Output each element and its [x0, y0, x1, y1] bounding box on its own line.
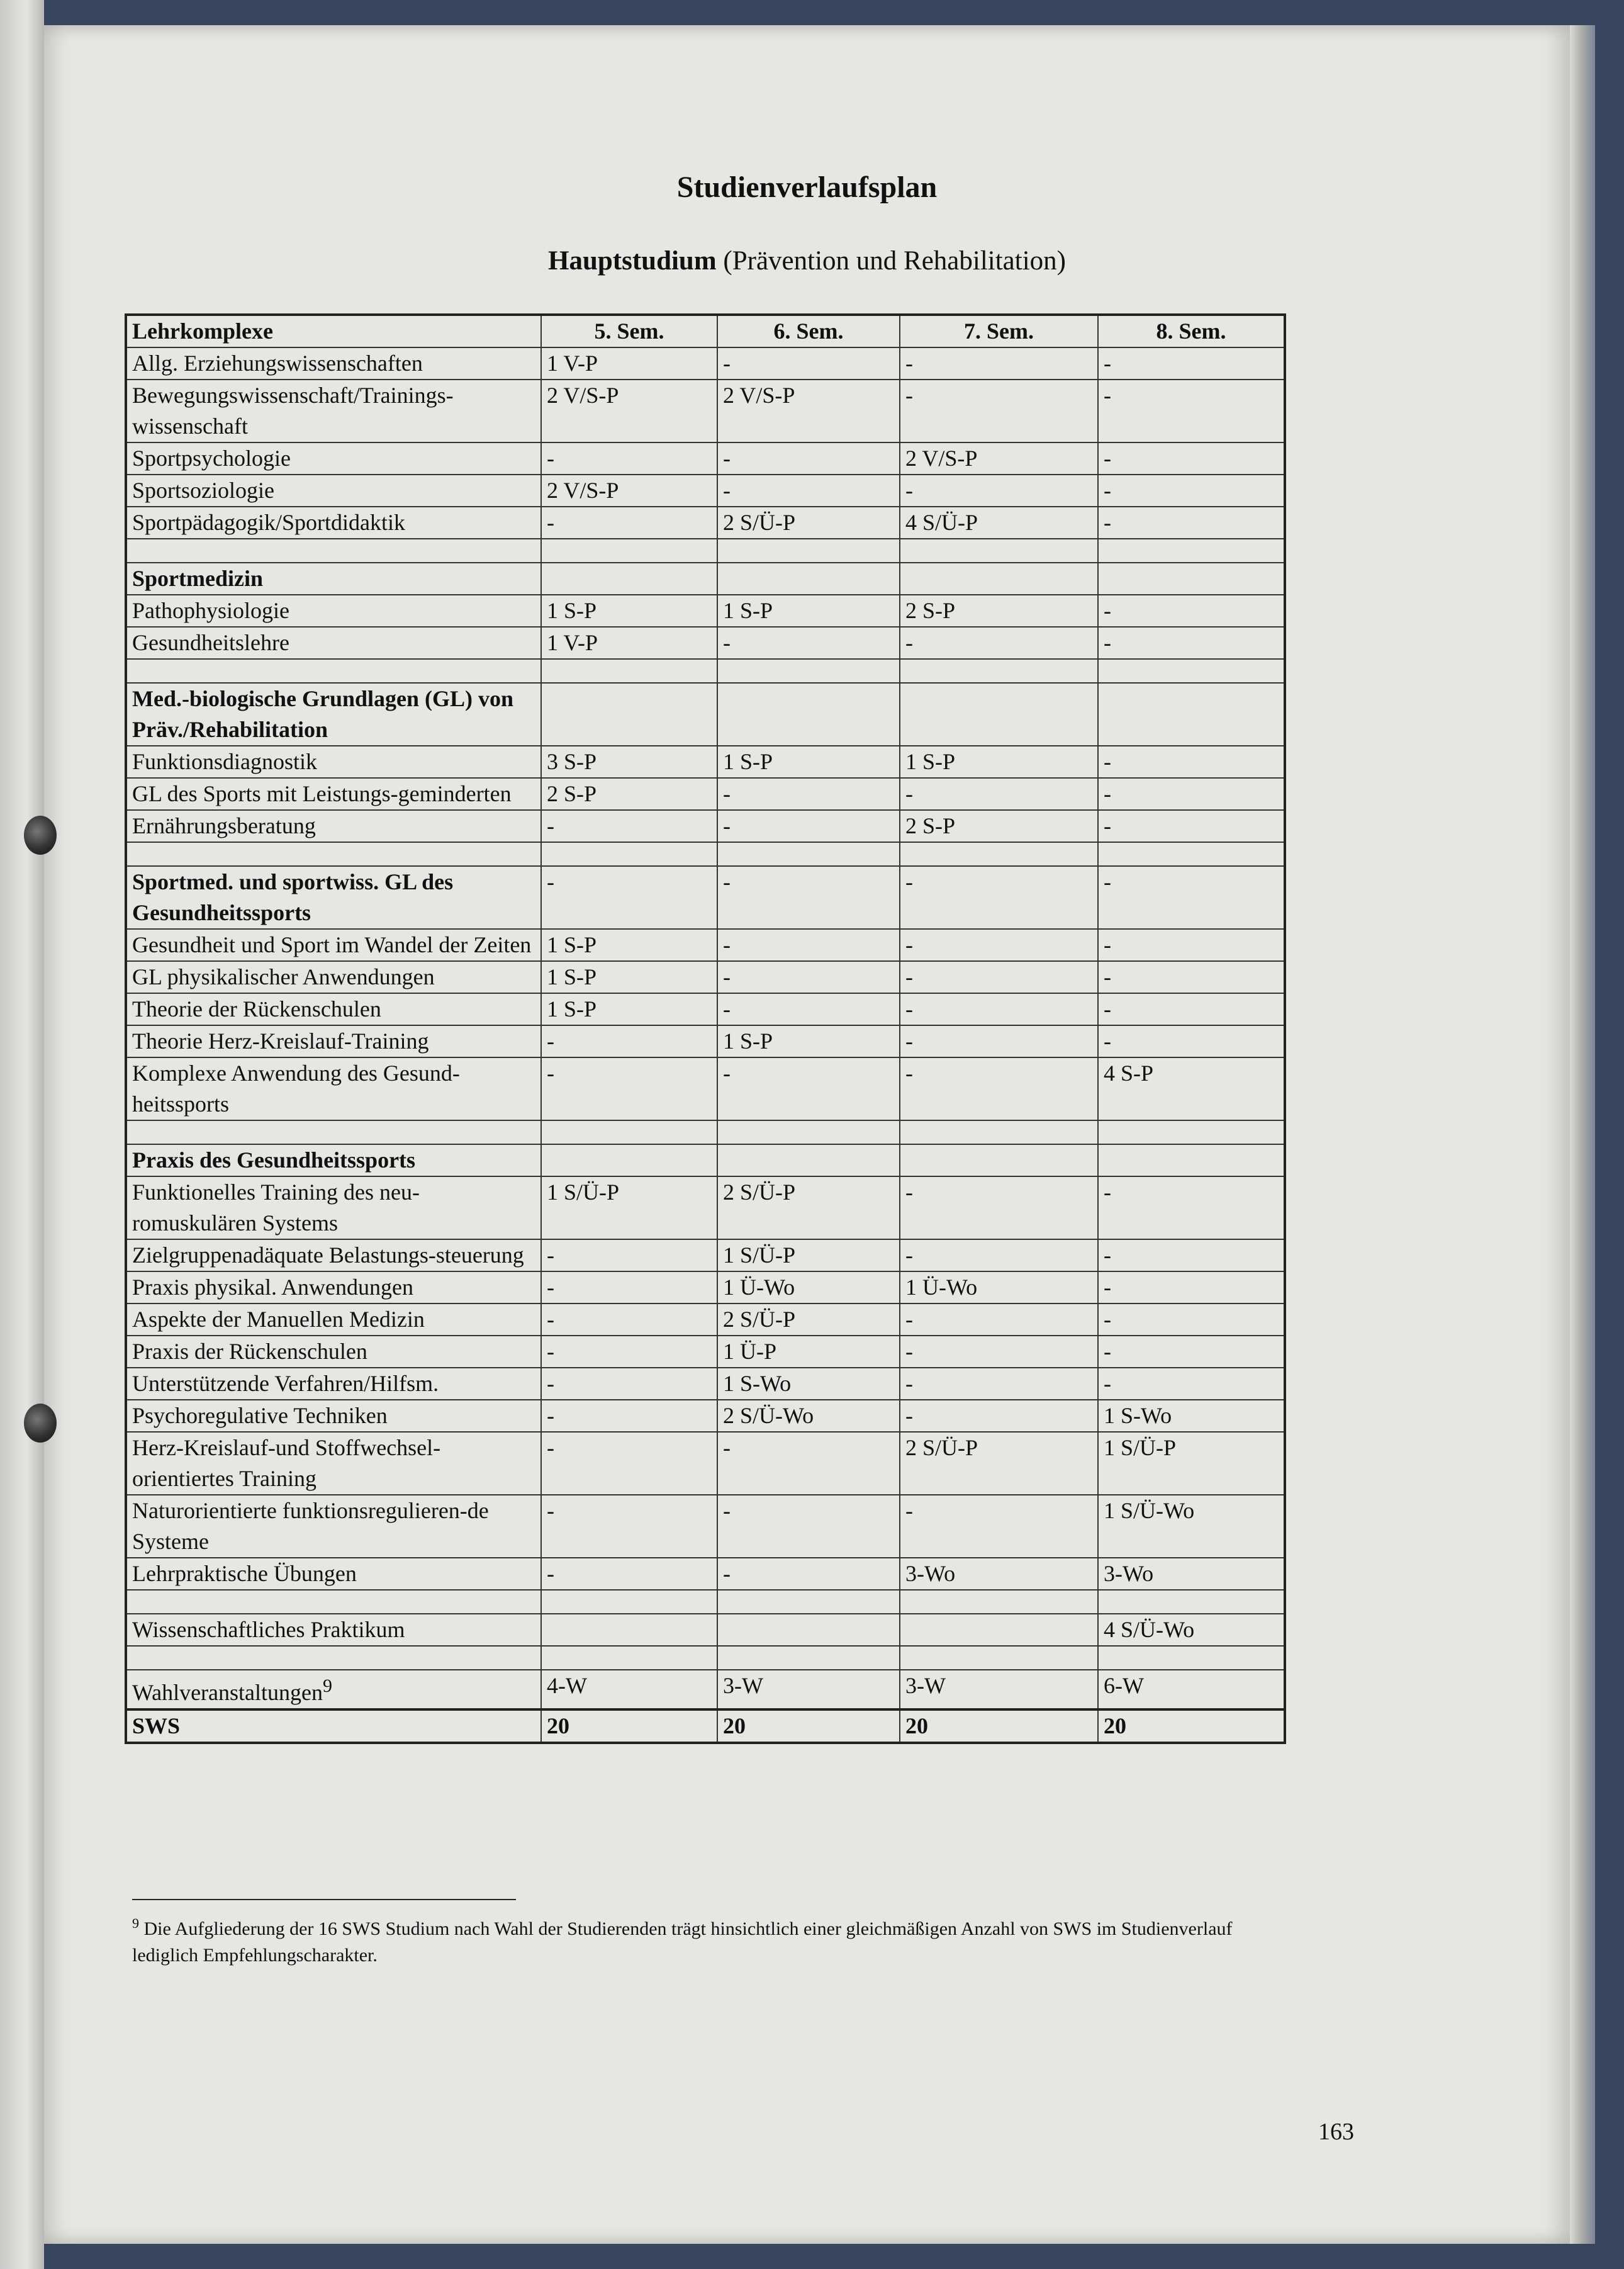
sem-7-cell: -	[900, 929, 1098, 961]
sem-6-cell: 1 S-P	[717, 1025, 900, 1057]
course-name	[126, 1303, 541, 1336]
empty-cell	[717, 842, 900, 866]
course-name-text: GL physikalischer Anwendungen	[132, 964, 435, 989]
empty-cell	[717, 1590, 900, 1614]
sem-5-cell: -	[541, 1336, 717, 1368]
footnote-mark: 9	[132, 1915, 139, 1931]
course-name	[126, 1670, 541, 1709]
sem-8-cell: 3-Wo	[1098, 1558, 1285, 1590]
sem-8-cell: -	[1098, 1368, 1285, 1400]
sem-5-cell	[541, 1144, 717, 1176]
table-row	[126, 627, 1285, 659]
book-cover-edge	[1570, 25, 1595, 2244]
table-row	[126, 810, 1285, 842]
empty-cell	[1098, 842, 1285, 866]
table-row	[126, 1614, 1285, 1646]
table-row	[126, 347, 1285, 380]
sem-8-cell: -	[1098, 993, 1285, 1025]
table-row	[126, 1057, 1285, 1120]
sem-6-cell: 1 S-P	[717, 595, 900, 627]
sem-7-cell: -	[900, 1057, 1098, 1120]
header-sem-7: 7. Sem.	[900, 315, 1098, 347]
course-name	[126, 507, 541, 539]
sem-6-cell: 3-W	[717, 1670, 900, 1709]
course-name	[126, 1558, 541, 1590]
category-name	[126, 563, 541, 595]
sem-6-cell: -	[717, 442, 900, 475]
course-name-text: Herz-Kreislauf-und Stoffwechsel-orientiertes Training	[132, 1435, 441, 1491]
header-sem-5: 5. Sem.	[541, 315, 717, 347]
empty-cell	[1098, 659, 1285, 683]
sem-8-cell: 4 S-P	[1098, 1057, 1285, 1120]
study-plan-table	[125, 313, 1286, 1744]
category-name	[126, 866, 541, 929]
sem-8-cell: 6-W	[1098, 1670, 1285, 1709]
sem-5-cell: 1 S/Ü-P	[541, 1176, 717, 1239]
table-row	[126, 746, 1285, 778]
empty-cell	[126, 1646, 541, 1670]
sem-7-cell: 4 S/Ü-P	[900, 507, 1098, 539]
subtitle-bold: Hauptstudium	[548, 246, 717, 276]
table-spacer-row	[126, 1120, 1285, 1144]
sem-5-cell: -	[541, 1432, 717, 1495]
empty-cell	[900, 842, 1098, 866]
empty-cell	[541, 1646, 717, 1670]
empty-cell	[541, 539, 717, 563]
empty-cell	[1098, 1646, 1285, 1670]
table-spacer-row	[126, 539, 1285, 563]
sem-6-cell: -	[717, 929, 900, 961]
sem-6-cell: 1 S-P	[717, 746, 900, 778]
sem-6-cell: 2 V/S-P	[717, 380, 900, 442]
course-name	[126, 929, 541, 961]
course-name-text: Naturorientierte funktionsregulieren-de Systeme	[132, 1498, 489, 1554]
course-name	[126, 1614, 541, 1646]
sem-7-cell	[900, 683, 1098, 746]
course-name-text: Ernährungsberatung	[132, 813, 316, 838]
table-row	[126, 1303, 1285, 1336]
sem-8-cell: -	[1098, 627, 1285, 659]
sem-7-cell: -	[900, 866, 1098, 929]
sem-7-cell: -	[900, 778, 1098, 810]
sem-6-cell: -	[717, 475, 900, 507]
course-name-text: Gesundheitslehre	[132, 630, 289, 655]
table-row	[126, 1271, 1285, 1303]
table-row	[126, 1670, 1285, 1709]
course-name	[126, 1495, 541, 1558]
table-spacer-row	[126, 842, 1285, 866]
sem-7-cell: -	[900, 1303, 1098, 1336]
sem-7-cell: -	[900, 347, 1098, 380]
sem-6-cell: 2 S/Ü-P	[717, 507, 900, 539]
sem-8-cell: 4 S/Ü-Wo	[1098, 1614, 1285, 1646]
course-name-text: Praxis des Gesundheitssports	[132, 1147, 416, 1173]
course-name-text: Allg. Erziehungswissenschaften	[132, 351, 423, 376]
sem-5-cell: 1 S-P	[541, 961, 717, 993]
sem-6-cell: -	[717, 1495, 900, 1558]
sem-6-cell: -	[717, 1432, 900, 1495]
empty-cell	[1098, 539, 1285, 563]
course-name-text: Pathophysiologie	[132, 598, 289, 623]
course-name	[126, 1336, 541, 1368]
course-name-text: Bewegungswissenschaft/Trainings-wissenschaft	[132, 383, 454, 439]
sem-5-cell: -	[541, 1239, 717, 1271]
sem-8-cell: 1 S/Ü-P	[1098, 1432, 1285, 1495]
empty-cell	[900, 659, 1098, 683]
course-name	[126, 627, 541, 659]
sem-7-cell: -	[900, 1495, 1098, 1558]
sem-7-cell: -	[900, 1176, 1098, 1239]
sem-7-cell: -	[900, 475, 1098, 507]
sem-7-cell: -	[900, 627, 1098, 659]
sem-8-cell: -	[1098, 746, 1285, 778]
footnote-text: Die Aufgliederung der 16 SWS Studium nach Wahl der Studierenden trägt hinsichtlich einer gleichmäßigen Anzahl von SWS im Studienverlauf lediglich Empfehlungscharakter.	[132, 1918, 1233, 1966]
sem-5-cell: 20	[541, 1709, 717, 1743]
subtitle-rest: (Prävention und Rehabilitation)	[716, 246, 1066, 276]
table-row	[126, 1432, 1285, 1495]
sem-5-cell: -	[541, 1558, 717, 1590]
sem-6-cell: 1 Ü-Wo	[717, 1271, 900, 1303]
sem-5-cell: -	[541, 1271, 717, 1303]
sem-5-cell: 2 S-P	[541, 778, 717, 810]
empty-cell	[1098, 1590, 1285, 1614]
table-row	[126, 1495, 1285, 1558]
table-spacer-row	[126, 659, 1285, 683]
course-name-text: Praxis physikal. Anwendungen	[132, 1275, 413, 1300]
empty-cell	[717, 1646, 900, 1670]
header-sem-8: 8. Sem.	[1098, 315, 1285, 347]
sem-6-cell: -	[717, 993, 900, 1025]
course-name-text: Theorie Herz-Kreislauf-Training	[132, 1028, 429, 1054]
category-row	[126, 1144, 1285, 1176]
sem-5-cell: 3 S-P	[541, 746, 717, 778]
course-name	[126, 595, 541, 627]
sem-5-cell: -	[541, 1400, 717, 1432]
sem-8-cell: -	[1098, 347, 1285, 380]
course-name-text: Psychoregulative Techniken	[132, 1403, 388, 1428]
table-row	[126, 595, 1285, 627]
course-name	[126, 1709, 541, 1743]
course-name-text: Theorie der Rückenschulen	[132, 996, 381, 1022]
empty-cell	[541, 1120, 717, 1144]
sem-7-cell: -	[900, 961, 1098, 993]
footnote-reference: 9	[323, 1675, 332, 1696]
sem-5-cell: 1 V-P	[541, 627, 717, 659]
table-header-row	[126, 315, 1285, 347]
category-row	[126, 866, 1285, 929]
sem-8-cell: -	[1098, 1025, 1285, 1057]
sem-8-cell: -	[1098, 442, 1285, 475]
sem-5-cell: 1 S-P	[541, 929, 717, 961]
total-row	[126, 1709, 1285, 1743]
sem-7-cell: 1 S-P	[900, 746, 1098, 778]
table-row	[126, 1176, 1285, 1239]
empty-cell	[900, 1120, 1098, 1144]
table-body	[126, 347, 1285, 1743]
binder-ring	[24, 816, 57, 855]
course-name-text: Aspekte der Manuellen Medizin	[132, 1307, 425, 1332]
header-sem-6: 6. Sem.	[717, 315, 900, 347]
facing-page-edge	[0, 0, 44, 2269]
table-row	[126, 1336, 1285, 1368]
empty-cell	[717, 1120, 900, 1144]
sem-6-cell: 1 S/Ü-P	[717, 1239, 900, 1271]
course-name	[126, 1176, 541, 1239]
sem-8-cell	[1098, 1144, 1285, 1176]
course-name-text: Wissenschaftliches Praktikum	[132, 1617, 405, 1642]
table-row	[126, 993, 1285, 1025]
sem-8-cell: -	[1098, 507, 1285, 539]
course-name	[126, 746, 541, 778]
course-name-text: Praxis der Rückenschulen	[132, 1339, 367, 1364]
sem-5-cell: 4-W	[541, 1670, 717, 1709]
course-name-text: Sportmed. und sportwiss. GL des Gesundheitssports	[132, 869, 454, 925]
course-name-text: Komplexe Anwendung des Gesund-heitssports	[132, 1061, 460, 1117]
empty-cell	[900, 539, 1098, 563]
sem-8-cell	[1098, 563, 1285, 595]
sem-5-cell: -	[541, 1303, 717, 1336]
course-name-text: Sportpädagogik/Sportdidaktik	[132, 510, 405, 535]
sem-8-cell: -	[1098, 475, 1285, 507]
course-name	[126, 961, 541, 993]
sem-7-cell: -	[900, 380, 1098, 442]
sem-6-cell	[717, 683, 900, 746]
sem-7-cell: -	[900, 1025, 1098, 1057]
footnote	[132, 1910, 1296, 1969]
header-lehrkomplexe: Lehrkomplexe	[126, 315, 541, 347]
sem-7-cell: 2 V/S-P	[900, 442, 1098, 475]
sem-7-cell: 2 S-P	[900, 595, 1098, 627]
table-row	[126, 1368, 1285, 1400]
sem-6-cell: 1 S-Wo	[717, 1368, 900, 1400]
sem-6-cell	[717, 563, 900, 595]
empty-cell	[1098, 1120, 1285, 1144]
empty-cell	[126, 1590, 541, 1614]
course-name-text: Wahlveranstaltungen	[132, 1680, 323, 1705]
course-name-text: Sportpsychologie	[132, 446, 291, 471]
course-name	[126, 1432, 541, 1495]
sem-6-cell: -	[717, 627, 900, 659]
empty-cell	[541, 842, 717, 866]
sem-8-cell: -	[1098, 1239, 1285, 1271]
course-name	[126, 380, 541, 442]
sem-7-cell: 1 Ü-Wo	[900, 1271, 1098, 1303]
table-spacer-row	[126, 1590, 1285, 1614]
course-name-text: Lehrpraktische Übungen	[132, 1561, 357, 1586]
sem-5-cell	[541, 1614, 717, 1646]
sem-5-cell	[541, 563, 717, 595]
sem-8-cell: 1 S/Ü-Wo	[1098, 1495, 1285, 1558]
sem-5-cell: -	[541, 1025, 717, 1057]
sem-8-cell: -	[1098, 1336, 1285, 1368]
sem-8-cell: -	[1098, 380, 1285, 442]
course-name	[126, 1368, 541, 1400]
sem-8-cell: -	[1098, 595, 1285, 627]
sem-8-cell: -	[1098, 961, 1285, 993]
table-row	[126, 1239, 1285, 1271]
sem-6-cell: 2 S/Ü-P	[717, 1303, 900, 1336]
page-number: 163	[1318, 2119, 1354, 2145]
table-row	[126, 442, 1285, 475]
sem-8-cell: -	[1098, 929, 1285, 961]
sem-6-cell: 1 Ü-P	[717, 1336, 900, 1368]
sem-7-cell: -	[900, 1400, 1098, 1432]
course-name-text: Unterstützende Verfahren/Hilfsm.	[132, 1371, 439, 1396]
course-name-text: Funktionsdiagnostik	[132, 749, 318, 774]
sem-7-cell: -	[900, 1239, 1098, 1271]
sem-5-cell: -	[541, 810, 717, 842]
sem-7-cell	[900, 1144, 1098, 1176]
sem-6-cell	[717, 1614, 900, 1646]
sem-5-cell: -	[541, 442, 717, 475]
sem-8-cell: -	[1098, 1303, 1285, 1336]
empty-cell	[900, 1646, 1098, 1670]
sem-6-cell: -	[717, 866, 900, 929]
sem-5-cell: -	[541, 866, 717, 929]
sem-7-cell	[900, 1614, 1098, 1646]
course-name-text: Gesundheit und Sport im Wandel der Zeiten	[132, 932, 532, 957]
empty-cell	[541, 1590, 717, 1614]
sem-7-cell	[900, 563, 1098, 595]
empty-cell	[717, 539, 900, 563]
binder-ring	[24, 1404, 57, 1443]
empty-cell	[126, 842, 541, 866]
sem-8-cell: -	[1098, 778, 1285, 810]
sem-6-cell: 2 S/Ü-P	[717, 1176, 900, 1239]
sem-6-cell: -	[717, 347, 900, 380]
sem-6-cell: -	[717, 810, 900, 842]
sem-8-cell: -	[1098, 1271, 1285, 1303]
empty-cell	[900, 1590, 1098, 1614]
sem-5-cell: 1 S-P	[541, 595, 717, 627]
empty-cell	[126, 1120, 541, 1144]
course-name	[126, 1239, 541, 1271]
course-name-text: Med.-biologische Grundlagen (GL) von Präv./Rehabilitation	[132, 686, 514, 742]
table-row	[126, 507, 1285, 539]
sem-7-cell: -	[900, 993, 1098, 1025]
sem-5-cell: -	[541, 1368, 717, 1400]
sem-6-cell: -	[717, 1558, 900, 1590]
sem-7-cell: -	[900, 1368, 1098, 1400]
page-title: Studienverlaufsplan	[676, 171, 938, 204]
empty-cell	[126, 539, 541, 563]
course-name	[126, 442, 541, 475]
page-subtitle	[44, 245, 1570, 276]
category-name	[126, 1144, 541, 1176]
table-row	[126, 1400, 1285, 1432]
course-name-text: Zielgruppenadäquate Belastungs-steuerung	[132, 1242, 524, 1268]
table-spacer-row	[126, 1646, 1285, 1670]
sem-8-cell: 1 S-Wo	[1098, 1400, 1285, 1432]
course-name	[126, 993, 541, 1025]
sem-6-cell: 2 S/Ü-Wo	[717, 1400, 900, 1432]
table-row	[126, 1025, 1285, 1057]
sem-7-cell: -	[900, 1336, 1098, 1368]
sem-5-cell: 1 S-P	[541, 993, 717, 1025]
table-row	[126, 778, 1285, 810]
category-row	[126, 683, 1285, 746]
sem-8-cell: -	[1098, 810, 1285, 842]
sem-5-cell	[541, 683, 717, 746]
course-name	[126, 1025, 541, 1057]
sem-6-cell: -	[717, 778, 900, 810]
sem-7-cell: 3-W	[900, 1670, 1098, 1709]
category-row	[126, 563, 1285, 595]
sem-8-cell: -	[1098, 866, 1285, 929]
sem-8-cell: 20	[1098, 1709, 1285, 1743]
footnote-divider	[132, 1899, 516, 1900]
sem-5-cell: 2 V/S-P	[541, 380, 717, 442]
sem-8-cell: -	[1098, 1176, 1285, 1239]
course-name	[126, 347, 541, 380]
table-row	[126, 961, 1285, 993]
sem-7-cell: 2 S/Ü-P	[900, 1432, 1098, 1495]
sem-6-cell: -	[717, 961, 900, 993]
empty-cell	[717, 659, 900, 683]
course-name-text: Sportsoziologie	[132, 478, 274, 503]
sem-6-cell	[717, 1144, 900, 1176]
course-name	[126, 778, 541, 810]
sem-6-cell: 20	[717, 1709, 900, 1743]
course-name	[126, 1400, 541, 1432]
course-name-text: Funktionelles Training des neu-romuskulären Systems	[132, 1180, 420, 1236]
course-name	[126, 1057, 541, 1120]
empty-cell	[541, 659, 717, 683]
document-page	[44, 25, 1570, 2244]
sem-5-cell: 2 V/S-P	[541, 475, 717, 507]
category-name	[126, 683, 541, 746]
course-name	[126, 1271, 541, 1303]
sem-6-cell: -	[717, 1057, 900, 1120]
course-name-text: GL des Sports mit Leistungs-geminderten	[132, 781, 512, 806]
empty-cell	[126, 659, 541, 683]
course-name-text: SWS	[132, 1713, 181, 1738]
sem-8-cell	[1098, 683, 1285, 746]
table-row	[126, 929, 1285, 961]
table-row	[126, 380, 1285, 442]
sem-7-cell: 20	[900, 1709, 1098, 1743]
course-name	[126, 475, 541, 507]
sem-5-cell: -	[541, 1495, 717, 1558]
sem-5-cell: -	[541, 507, 717, 539]
sem-7-cell: 3-Wo	[900, 1558, 1098, 1590]
course-name	[126, 810, 541, 842]
table-row	[126, 1558, 1285, 1590]
course-name-text: Sportmedizin	[132, 566, 264, 591]
table-row	[126, 475, 1285, 507]
sem-7-cell: 2 S-P	[900, 810, 1098, 842]
sem-5-cell: 1 V-P	[541, 347, 717, 380]
sem-5-cell: -	[541, 1057, 717, 1120]
